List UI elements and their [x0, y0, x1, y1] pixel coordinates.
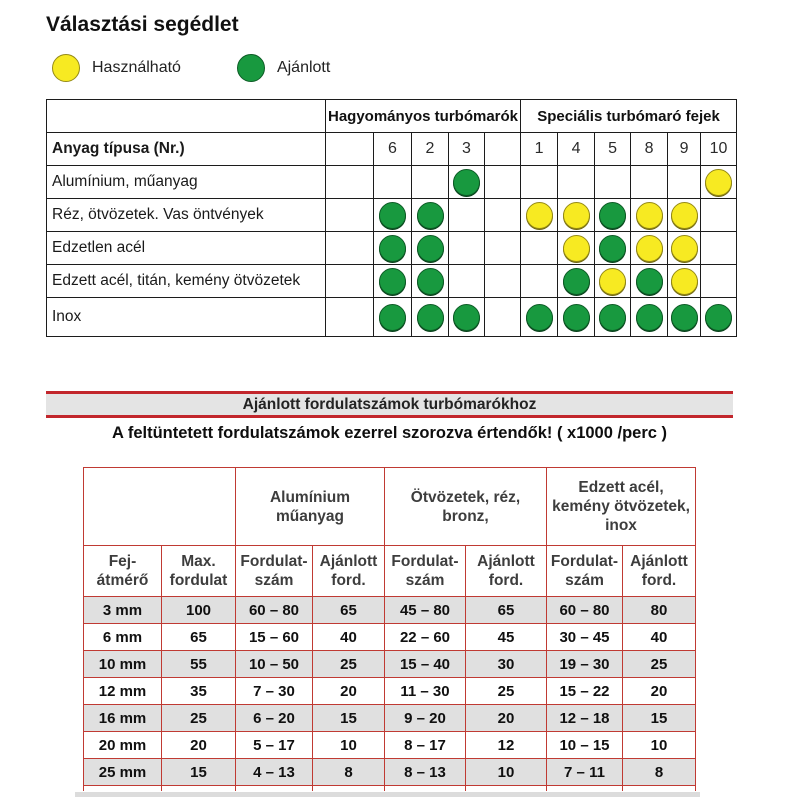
cell: 3 mm	[84, 597, 162, 624]
empty-cell	[623, 786, 696, 791]
matrix-cell	[631, 199, 668, 232]
matrix-cell	[485, 232, 521, 265]
col-header-rpm-range	[236, 546, 313, 597]
matrix-cell	[326, 166, 374, 199]
matrix-cell	[449, 199, 485, 232]
group-line: Ötvözetek, réz,	[410, 488, 521, 506]
material-type-header: Anyag típusa (Nr.)	[47, 133, 326, 166]
cell: 65	[466, 597, 547, 624]
cell: 40	[623, 624, 696, 651]
col-header-max-rpm	[162, 546, 236, 597]
matrix-cell	[631, 232, 668, 265]
header-line: szám	[565, 572, 604, 589]
legend-item-recommended	[237, 54, 330, 82]
cell: 20	[162, 732, 236, 759]
cell: 12 mm	[84, 678, 162, 705]
group-line: bronz,	[442, 507, 489, 525]
group-hardened	[547, 468, 696, 546]
matrix-cell	[595, 199, 631, 232]
material-label: Edzetlen acél	[47, 232, 326, 265]
cell: 15	[623, 705, 696, 732]
rpm-table	[83, 467, 696, 791]
matrix-cell	[558, 166, 595, 199]
cell: 100	[162, 597, 236, 624]
header-line: Fordulat-	[391, 553, 459, 570]
group-line: inox	[605, 517, 637, 534]
cell: 60 – 80	[236, 597, 313, 624]
matrix-cell	[521, 298, 558, 337]
group-alloys	[385, 468, 547, 546]
cell: 4 – 13	[236, 759, 313, 786]
table-row-groups	[47, 100, 737, 133]
matrix-cell	[595, 232, 631, 265]
matrix-cell	[326, 199, 374, 232]
matrix-cell	[412, 265, 449, 298]
matrix-cell	[701, 199, 737, 232]
col-header-recommended	[466, 546, 547, 597]
matrix-cell	[521, 265, 558, 298]
matrix-cell	[412, 166, 449, 199]
rpm-note: A feltüntetett fordulatszámok ezerrel szorozva értendők! ( x1000 /perc )	[111, 424, 668, 442]
table-row-inox	[47, 298, 737, 337]
col-number: 1	[521, 133, 558, 166]
matrix-cell	[374, 166, 412, 199]
header-line: ford.	[641, 572, 677, 589]
cell: 60 – 80	[547, 597, 623, 624]
cell: 40	[313, 624, 385, 651]
rating-dot	[417, 268, 444, 295]
rating-dot	[599, 202, 626, 229]
cell: 6 mm	[84, 624, 162, 651]
rating-dot	[417, 202, 444, 229]
cell: 7 – 11	[547, 759, 623, 786]
matrix-cell	[485, 166, 521, 199]
header-line: Ajánlott	[319, 553, 378, 570]
cell: 12 – 18	[547, 705, 623, 732]
rating-dot	[599, 235, 626, 262]
yellow-dot-icon	[52, 54, 80, 82]
cell: 10	[623, 732, 696, 759]
cell: 15 – 40	[385, 651, 466, 678]
group-line: kemény ötvözetek,	[552, 498, 690, 515]
empty-cell	[547, 786, 623, 791]
page-title: Választási segédlet	[46, 13, 239, 36]
cell: 65	[162, 624, 236, 651]
matrix-cell	[412, 199, 449, 232]
col-number: 10	[701, 133, 737, 166]
green-dot-icon	[237, 54, 265, 82]
matrix-cell	[521, 166, 558, 199]
matrix-cell	[412, 232, 449, 265]
matrix-cell	[668, 166, 701, 199]
header-line: ford.	[331, 572, 366, 589]
matrix-cell	[374, 232, 412, 265]
rpm-subheader-row	[84, 546, 696, 597]
table-row-aluminium	[47, 166, 737, 199]
empty-cell	[313, 786, 385, 791]
col-header-diameter	[84, 546, 162, 597]
rating-dot	[563, 268, 590, 295]
rating-dot	[453, 304, 480, 331]
matrix-cell	[485, 298, 521, 337]
cell: 12	[466, 732, 547, 759]
rating-dot	[379, 268, 406, 295]
rating-dot	[379, 304, 406, 331]
cell: 20	[313, 678, 385, 705]
rating-dot	[417, 304, 444, 331]
matrix-cell	[326, 298, 374, 337]
selection-matrix-table	[46, 99, 737, 337]
cell: 15 – 22	[547, 678, 623, 705]
cell: 8 – 17	[385, 732, 466, 759]
header-line: szám	[405, 572, 445, 589]
cell: 8	[313, 759, 385, 786]
matrix-cell	[595, 298, 631, 337]
col-number: 3	[449, 133, 485, 166]
group-line: Edzett acél,	[578, 479, 664, 496]
col-number	[326, 133, 374, 166]
matrix-cell	[521, 199, 558, 232]
cell: 25	[313, 651, 385, 678]
cell: 11 – 30	[385, 678, 466, 705]
rating-dot	[563, 235, 590, 262]
group-header-special: Speciális turbómaró fejek	[521, 100, 737, 133]
col-number: 2	[412, 133, 449, 166]
rpm-row-clipped	[84, 786, 696, 791]
header-line: Ajánlott	[630, 553, 688, 570]
header-line: Fordulat-	[240, 553, 308, 570]
cell: 19 – 30	[547, 651, 623, 678]
header-line: Max.	[181, 553, 216, 570]
cell: 9 – 20	[385, 705, 466, 732]
cell: 10 mm	[84, 651, 162, 678]
matrix-cell	[485, 265, 521, 298]
group-header-conventional: Hagyományos turbómarók	[326, 100, 521, 133]
col-header-recommended	[623, 546, 696, 597]
rating-dot	[599, 304, 626, 331]
matrix-cell	[374, 298, 412, 337]
matrix-cell	[701, 298, 737, 337]
table-row-rez	[47, 199, 737, 232]
legend-label: Ajánlott	[276, 59, 331, 76]
rating-dot	[379, 202, 406, 229]
empty-cell	[236, 786, 313, 791]
cell: 30 – 45	[547, 624, 623, 651]
rating-dot	[526, 202, 553, 229]
empty-cell	[47, 100, 326, 133]
col-number: 9	[668, 133, 701, 166]
rating-dot	[563, 202, 590, 229]
cell: 30	[466, 651, 547, 678]
legend	[52, 54, 330, 82]
matrix-cell	[326, 232, 374, 265]
cell: 25	[162, 705, 236, 732]
matrix-cell	[668, 298, 701, 337]
table-row-edzetlen	[47, 232, 737, 265]
matrix-cell	[449, 232, 485, 265]
col-number: 5	[595, 133, 631, 166]
header-line: Ajánlott	[477, 553, 535, 570]
matrix-cell	[595, 166, 631, 199]
rpm-row-10mm	[84, 651, 696, 678]
cell: 25	[623, 651, 696, 678]
matrix-cell	[449, 166, 485, 199]
cell: 16 mm	[84, 705, 162, 732]
cell: 15	[162, 759, 236, 786]
matrix-cell	[668, 265, 701, 298]
empty-cell	[466, 786, 547, 791]
cell: 22 – 60	[385, 624, 466, 651]
group-aluminium	[236, 468, 385, 546]
legend-item-usable	[52, 54, 181, 82]
material-label: Réz, ötvözetek. Vas öntvények	[47, 199, 326, 232]
rpm-banner	[46, 391, 733, 418]
material-label: Edzett acél, titán, kemény ötvözetek	[47, 265, 326, 298]
rpm-row-6mm	[84, 624, 696, 651]
rating-dot	[636, 202, 663, 229]
cell: 45	[466, 624, 547, 651]
rpm-row-12mm	[84, 678, 696, 705]
empty-cell	[162, 786, 236, 791]
cell: 7 – 30	[236, 678, 313, 705]
matrix-cell	[631, 166, 668, 199]
cell: 20 mm	[84, 732, 162, 759]
matrix-cell	[668, 232, 701, 265]
matrix-cell	[701, 265, 737, 298]
empty-cell	[385, 786, 466, 791]
cell: 55	[162, 651, 236, 678]
header-line: Fordulat-	[550, 553, 619, 570]
cell: 8 – 13	[385, 759, 466, 786]
header-line: szám	[254, 572, 294, 589]
cell: 45 – 80	[385, 597, 466, 624]
rpm-row-3mm	[84, 597, 696, 624]
matrix-cell	[668, 199, 701, 232]
col-number: 8	[631, 133, 668, 166]
rpm-group-header-row	[84, 468, 696, 546]
header-line: átmérő	[96, 572, 149, 589]
matrix-cell	[631, 265, 668, 298]
empty-cell	[84, 468, 236, 546]
group-line: műanyag	[275, 507, 345, 525]
matrix-cell	[449, 265, 485, 298]
cell: 10 – 50	[236, 651, 313, 678]
rating-dot	[563, 304, 590, 331]
matrix-cell	[595, 265, 631, 298]
cell: 65	[313, 597, 385, 624]
matrix-cell	[558, 265, 595, 298]
matrix-cell	[374, 265, 412, 298]
col-header-recommended	[313, 546, 385, 597]
group-line: Alumínium	[269, 488, 351, 506]
matrix-cell	[485, 199, 521, 232]
cell: 6 – 20	[236, 705, 313, 732]
rating-dot	[417, 235, 444, 262]
matrix-cell	[374, 199, 412, 232]
rpm-row-20mm	[84, 732, 696, 759]
legend-label: Használható	[92, 59, 181, 76]
cell: 10 – 15	[547, 732, 623, 759]
cell: 10	[313, 732, 385, 759]
matrix-cell	[412, 298, 449, 337]
matrix-cell	[558, 298, 595, 337]
cell: 35	[162, 678, 236, 705]
cell: 5 – 17	[236, 732, 313, 759]
matrix-cell	[326, 265, 374, 298]
rating-dot	[671, 304, 698, 331]
cell: 80	[623, 597, 696, 624]
col-number: 6	[374, 133, 412, 166]
header-line: fordulat	[169, 572, 228, 589]
rating-dot	[671, 202, 698, 229]
matrix-cell	[449, 298, 485, 337]
rating-dot	[705, 169, 732, 196]
cell: 25	[466, 678, 547, 705]
matrix-cell	[558, 232, 595, 265]
rpm-banner-title: Ajánlott fordulatszámok turbómarókhoz	[242, 395, 537, 413]
rpm-row-25mm	[84, 759, 696, 786]
matrix-cell	[701, 166, 737, 199]
rating-dot	[526, 304, 553, 331]
col-number	[485, 133, 521, 166]
rpm-row-16mm	[84, 705, 696, 732]
col-number: 4	[558, 133, 595, 166]
rating-dot	[636, 268, 663, 295]
matrix-cell	[521, 232, 558, 265]
table-row-numbers	[47, 133, 737, 166]
matrix-cell	[558, 199, 595, 232]
cell: 25 mm	[84, 759, 162, 786]
cell: 20	[623, 678, 696, 705]
header-line: ford.	[488, 572, 524, 589]
rating-dot	[636, 304, 663, 331]
col-header-rpm-range	[547, 546, 623, 597]
col-header-rpm-range	[385, 546, 466, 597]
cell: 8	[623, 759, 696, 786]
rating-dot	[671, 235, 698, 262]
empty-cell	[84, 786, 162, 791]
table-row-edzett	[47, 265, 737, 298]
material-label: Alumínium, műanyag	[47, 166, 326, 199]
rating-dot	[705, 304, 732, 331]
header-line: Fej-	[108, 553, 137, 570]
material-label: Inox	[47, 298, 326, 337]
cell: 10	[466, 759, 547, 786]
rating-dot	[379, 235, 406, 262]
rating-dot	[599, 268, 626, 295]
matrix-cell	[701, 232, 737, 265]
rating-dot	[671, 268, 698, 295]
rating-dot	[453, 169, 480, 196]
rating-dot	[636, 235, 663, 262]
bottom-divider	[75, 792, 700, 797]
cell: 15	[313, 705, 385, 732]
cell: 20	[466, 705, 547, 732]
cell: 15 – 60	[236, 624, 313, 651]
matrix-cell	[631, 298, 668, 337]
